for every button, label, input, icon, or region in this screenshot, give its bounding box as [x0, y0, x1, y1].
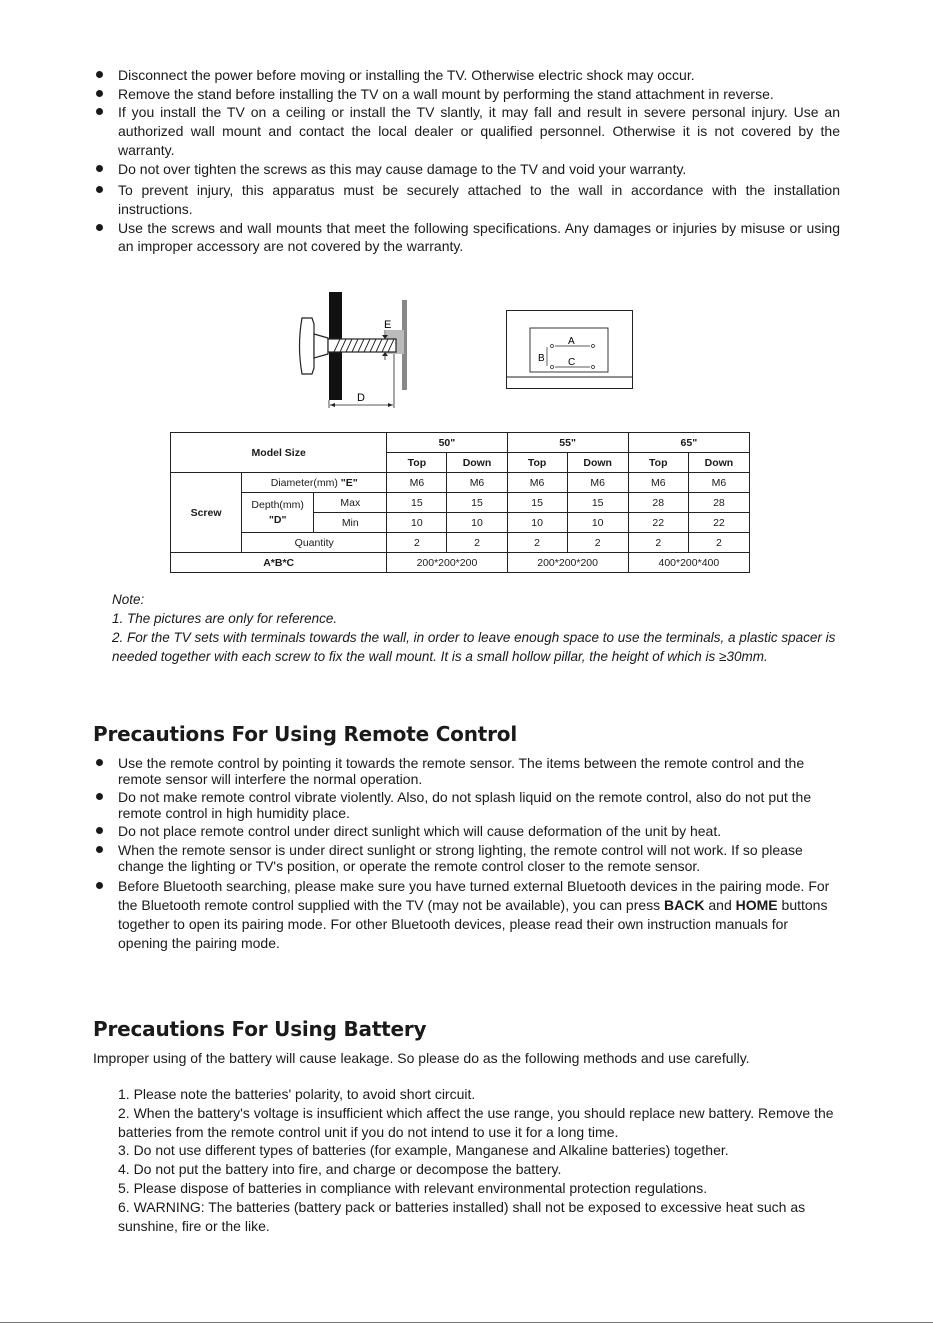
bullet-icon [96, 224, 103, 231]
table-cell: M6 [447, 473, 507, 493]
depth-code: "D" [268, 513, 287, 526]
list-item [94, 66, 840, 85]
remote-precautions [94, 756, 840, 955]
note-line: 1. The pictures are only for reference. [112, 611, 338, 626]
label-a: A [568, 336, 575, 347]
depth-label [242, 493, 314, 533]
bullet-icon [96, 846, 103, 853]
list-item [94, 85, 840, 104]
warning-text: If you install the TV on a ceiling or install the TV slantly, it may fall and result in severe personal injury. Use an authorized wall mount and contact the local dealer or qualified personnel. Otherwise it is not covered by the warranty. [118, 104, 840, 158]
table-cell: 2 [507, 533, 567, 553]
screw-spec-table [170, 432, 750, 573]
bullet-icon [96, 827, 103, 834]
note-block [112, 590, 852, 666]
table-cell: 2 [688, 533, 749, 553]
diameter-text: Diameter(mm) [270, 476, 341, 489]
precaution-text: Do not place remote control under direct sunlight which will cause deformation of the unit by heat. [118, 823, 722, 840]
warning-text: Use the screws and wall mounts that meet the following specifications. Any damages or injuries by misuse or using an improper accessory are not covered by the warranty. [118, 219, 840, 255]
page-bottom-rule [0, 1322, 933, 1323]
max-label: Max [314, 493, 387, 513]
battery-heading: Precautions For Using Battery [93, 1017, 427, 1041]
warning-text: Disconnect the power before moving or installing the TV. Otherwise electric shock may occur. [118, 67, 695, 83]
table-cell: 2 [567, 533, 628, 553]
label-b: B [538, 353, 545, 364]
list-item [94, 790, 840, 821]
back-key-label: BACK [664, 896, 705, 913]
table-cell: 15 [567, 493, 628, 513]
bullet-icon [96, 882, 103, 889]
position-header: Top [628, 453, 688, 473]
battery-step: 6. WARNING: The batteries (battery pack or batteries installed) shall not be exposed to excessive heat such as sunshine, fire or the like. [118, 1198, 806, 1234]
list-item [94, 824, 840, 840]
list-item [94, 843, 840, 874]
model-size-header: Model Size [171, 433, 387, 473]
table-row [171, 553, 750, 573]
list-item [94, 219, 840, 256]
list-item [94, 160, 840, 179]
position-header: Top [387, 453, 447, 473]
depth-text: Depth(mm) [251, 498, 304, 511]
warning-text: To prevent injury, this apparatus must be securely attached to the wall in accordance with the installation instructions. [118, 182, 840, 217]
bluetooth-text: Before Bluetooth searching, please make sure you have turned external Bluetooth devices in the pairing mode. For the Bluetooth remote control supplied with the TV (may not be available), you can press [118, 878, 830, 913]
table-cell: 28 [628, 493, 688, 513]
table-cell: 2 [447, 533, 507, 553]
battery-steps [118, 1085, 834, 1235]
size-header: 50" [387, 433, 507, 453]
bullet-icon [96, 793, 103, 800]
diameter-label [242, 473, 387, 493]
screw-label: Screw [171, 473, 242, 553]
table-cell: M6 [628, 473, 688, 493]
position-header: Top [507, 453, 567, 473]
screw-mount-diagram [290, 288, 420, 410]
table-cell: 22 [688, 513, 749, 533]
bluetooth-text: buttons together to open its pairing mode. For other Bluetooth devices, please read their own instruction manuals for opening the pairing mode. [118, 896, 828, 951]
table-cell: 10 [387, 513, 447, 533]
bullet-icon [96, 108, 103, 115]
position-header: Down [688, 453, 749, 473]
table-cell: M6 [567, 473, 628, 493]
table-cell: 400*200*400 [628, 553, 749, 573]
table-row [171, 473, 750, 493]
table-cell: 15 [507, 493, 567, 513]
table-row [171, 433, 750, 453]
installation-warnings [94, 66, 840, 256]
bullet-icon [96, 759, 103, 766]
label-e: E [384, 319, 392, 331]
table-cell: 22 [628, 513, 688, 533]
diameter-code: "E" [340, 476, 358, 489]
list-item [94, 877, 840, 952]
min-label: Min [314, 513, 387, 533]
quantity-label: Quantity [242, 533, 387, 553]
warning-text: Do not over tighten the screws as this may cause damage to the TV and void your warranty. [118, 160, 687, 177]
table-cell: 28 [688, 493, 749, 513]
precaution-text: Do not make remote control vibrate violently. Also, do not splash liquid on the remote control, also do not put the remote control in high humidity place. [118, 789, 812, 821]
table-row [171, 493, 750, 513]
table-cell: 15 [387, 493, 447, 513]
table-cell: 200*200*200 [507, 553, 628, 573]
table-cell: M6 [507, 473, 567, 493]
bullet-icon [96, 186, 103, 193]
bluetooth-text: and [704, 896, 736, 913]
precaution-text: When the remote sensor is under direct sunlight or strong lighting, the remote control will not work. If so please change the lighting or TV's position, or operate the remote control closer to the remote sensor. [118, 841, 803, 874]
table-cell: 2 [387, 533, 447, 553]
list-item [94, 756, 840, 787]
table-cell: 200*200*200 [387, 553, 507, 573]
position-header: Down [567, 453, 628, 473]
battery-step: 3. Do not use different types of batteries (for example, Manganese and Alkaline batteries) together. [118, 1142, 729, 1159]
position-header: Down [447, 453, 507, 473]
battery-step: 1. Please note the batteries' polarity, to avoid short circuit. [118, 1086, 476, 1102]
bullet-icon [96, 165, 103, 172]
abc-label: A*B*C [171, 553, 387, 573]
table-cell: 15 [447, 493, 507, 513]
battery-step: 2. When the battery's voltage is insufficient which affect the use range, you should replace new battery. Remove the batteries from the remote control unit if you do not intend to use it for a long time. [118, 1104, 834, 1140]
note-line: 2. For the TV sets with terminals towards the wall, in order to leave enough space to use the terminals, a plastic spacer is needed together with each screw to fix the wall mount. It is a small hollow pillar, the height of which is ≥30mm. [112, 630, 836, 664]
battery-step: 5. Please dispose of batteries in compliance with relevant environmental protection regulations. [118, 1179, 708, 1196]
warning-text: Remove the stand before installing the TV on a wall mount by performing the stand attachment in reverse. [118, 85, 774, 102]
battery-intro: Improper using of the battery will cause leakage. So please do as the following methods and use carefully. [93, 1050, 750, 1066]
table-cell: 10 [507, 513, 567, 533]
battery-step: 4. Do not put the battery into fire, and charge or decompose the battery. [118, 1161, 562, 1178]
remote-heading: Precautions For Using Remote Control [93, 722, 517, 746]
label-d: D [357, 392, 365, 404]
table-cell: M6 [688, 473, 749, 493]
table-cell: 10 [447, 513, 507, 533]
table-cell: M6 [387, 473, 447, 493]
note-title: Note: [112, 592, 145, 607]
bullet-icon [96, 71, 103, 78]
precaution-text: Use the remote control by pointing it towards the remote sensor. The items between the remote control and the remote sensor will interfere the normal operation. [118, 755, 805, 787]
size-header: 55" [507, 433, 628, 453]
bullet-icon [96, 90, 103, 97]
home-key-label: HOME [735, 896, 778, 913]
label-c: C [568, 357, 576, 368]
vesa-pattern-diagram [506, 310, 634, 390]
list-item [94, 181, 840, 218]
size-header: 65" [628, 433, 749, 453]
table-cell: 10 [567, 513, 628, 533]
table-row [171, 533, 750, 553]
table-cell: 2 [628, 533, 688, 553]
list-item [94, 103, 840, 159]
